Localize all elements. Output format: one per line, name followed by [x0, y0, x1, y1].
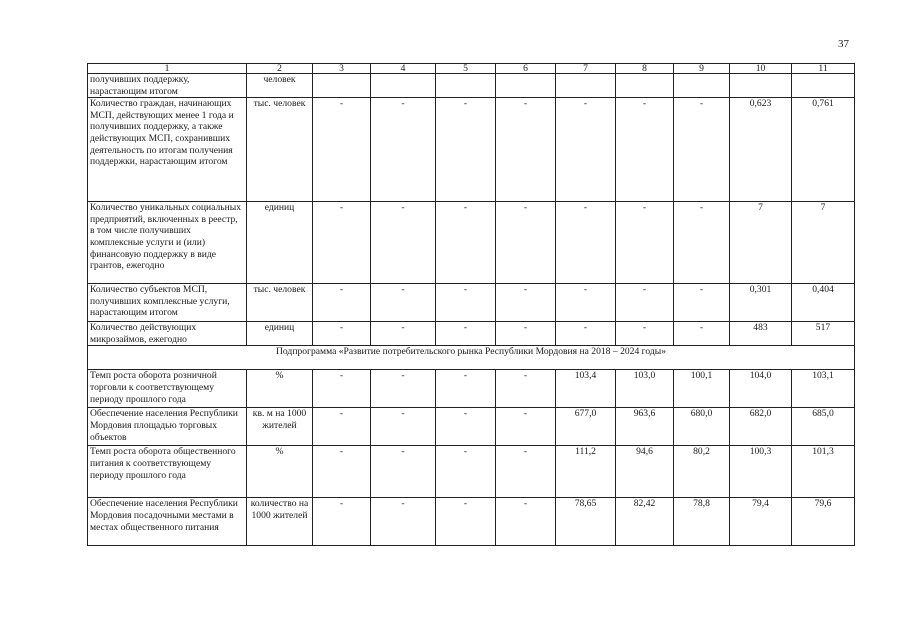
- value-cell: -: [313, 284, 371, 322]
- value-cell: -: [436, 284, 496, 322]
- value-cell: 680,0: [674, 408, 730, 446]
- value-cell: -: [436, 446, 496, 498]
- table-row: [88, 498, 855, 546]
- value-cell: -: [371, 98, 436, 202]
- value-cell: 103,4: [556, 370, 616, 408]
- value-cell: -: [616, 322, 674, 346]
- value-cell: 677,0: [556, 408, 616, 446]
- value-cell: [313, 74, 371, 98]
- value-cell: -: [371, 370, 436, 408]
- value-cell: 0,623: [730, 98, 792, 202]
- table-row: [88, 74, 855, 98]
- indicator-cell: Количество субъектов МСП, получивших комплексные услуги, нарастающим итогом: [88, 284, 247, 322]
- value-cell: 7: [792, 202, 855, 284]
- unit-cell: человек: [247, 74, 313, 98]
- value-cell: 79,4: [730, 498, 792, 546]
- value-cell: [616, 74, 674, 98]
- value-cell: -: [313, 322, 371, 346]
- value-cell: 94,6: [616, 446, 674, 498]
- value-cell: 78,8: [674, 498, 730, 546]
- value-cell: -: [556, 284, 616, 322]
- value-cell: 103,1: [792, 370, 855, 408]
- indicator-cell: Темп роста оборота розничной торговли к соответствующему периоду прошлого года: [88, 370, 247, 408]
- value-cell: -: [674, 202, 730, 284]
- column-header: 11: [792, 64, 855, 74]
- table-row: [88, 98, 855, 202]
- value-cell: -: [436, 370, 496, 408]
- unit-cell: количество на 1000 жителей: [247, 498, 313, 546]
- indicator-cell: Обеспечение населения Республики Мордовия площадью торговых объектов: [88, 408, 247, 446]
- value-cell: 78,65: [556, 498, 616, 546]
- value-cell: [496, 74, 556, 98]
- column-header: 2: [247, 64, 313, 74]
- page-number: 37: [838, 38, 849, 50]
- value-cell: -: [313, 98, 371, 202]
- column-header: 5: [436, 64, 496, 74]
- table-row: [88, 202, 855, 284]
- value-cell: -: [496, 408, 556, 446]
- value-cell: [792, 74, 855, 98]
- indicator-cell: Количество уникальных социальных предприятий, включенных в реестр, в том числе получивших комплексные услуги и (или) финансовую поддержку в виде грантов, ежегодно: [88, 202, 247, 284]
- value-cell: [730, 74, 792, 98]
- value-cell: -: [313, 370, 371, 408]
- value-cell: [556, 74, 616, 98]
- value-cell: 963,6: [616, 408, 674, 446]
- value-cell: -: [556, 202, 616, 284]
- value-cell: -: [496, 98, 556, 202]
- value-cell: -: [496, 498, 556, 546]
- column-header: 10: [730, 64, 792, 74]
- table-row: [88, 322, 855, 346]
- column-header: 4: [371, 64, 436, 74]
- value-cell: -: [616, 284, 674, 322]
- value-cell: 0,404: [792, 284, 855, 322]
- indicator-cell: Количество действующих микрозаймов, ежегодно: [88, 322, 247, 346]
- column-header: 8: [616, 64, 674, 74]
- unit-cell: тыс. человек: [247, 284, 313, 322]
- value-cell: 682,0: [730, 408, 792, 446]
- value-cell: -: [436, 498, 496, 546]
- indicator-cell: Обеспечение населения Республики Мордовия посадочными местами в местах общественного питания: [88, 498, 247, 546]
- value-cell: 483: [730, 322, 792, 346]
- column-header-row: [88, 64, 855, 74]
- value-cell: 685,0: [792, 408, 855, 446]
- value-cell: 0,301: [730, 284, 792, 322]
- column-header: 7: [556, 64, 616, 74]
- value-cell: -: [371, 284, 436, 322]
- column-header: 3: [313, 64, 371, 74]
- value-cell: 111,2: [556, 446, 616, 498]
- indicators-table: [87, 63, 855, 546]
- value-cell: -: [674, 98, 730, 202]
- value-cell: 104,0: [730, 370, 792, 408]
- value-cell: -: [313, 498, 371, 546]
- value-cell: 100,3: [730, 446, 792, 498]
- table-row: [88, 408, 855, 446]
- indicator-cell: Количество граждан, начинающих МСП, действующих менее 1 года и получивших поддержку, а также действующих МСП, сохранивших деятельность по итогам получения поддержки, нарастающим итогом: [88, 98, 247, 202]
- value-cell: 101,3: [792, 446, 855, 498]
- table-row: [88, 446, 855, 498]
- table-row: [88, 370, 855, 408]
- subprogram-title: Подпрограмма «Развитие потребительского рынка Республики Мордовия на 2018 – 2024 годы»: [88, 346, 855, 370]
- value-cell: -: [313, 202, 371, 284]
- value-cell: -: [616, 202, 674, 284]
- indicator-cell: Темп роста оборота общественного питания к соответствующему периоду прошлого года: [88, 446, 247, 498]
- unit-cell: кв. м на 1000 жителей: [247, 408, 313, 446]
- value-cell: -: [313, 408, 371, 446]
- value-cell: -: [556, 98, 616, 202]
- unit-cell: тыс. человек: [247, 98, 313, 202]
- value-cell: -: [371, 446, 436, 498]
- value-cell: [371, 74, 436, 98]
- value-cell: -: [496, 284, 556, 322]
- value-cell: -: [616, 98, 674, 202]
- value-cell: 80,2: [674, 446, 730, 498]
- unit-cell: единиц: [247, 322, 313, 346]
- value-cell: -: [436, 408, 496, 446]
- value-cell: -: [496, 322, 556, 346]
- value-cell: -: [496, 370, 556, 408]
- value-cell: 100,1: [674, 370, 730, 408]
- value-cell: 517: [792, 322, 855, 346]
- value-cell: 82,42: [616, 498, 674, 546]
- value-cell: -: [674, 284, 730, 322]
- subprogram-row: [88, 346, 855, 370]
- value-cell: 7: [730, 202, 792, 284]
- value-cell: -: [496, 446, 556, 498]
- value-cell: -: [371, 498, 436, 546]
- column-header: 9: [674, 64, 730, 74]
- value-cell: -: [674, 322, 730, 346]
- indicator-cell: получивших поддержку, нарастающим итогом: [88, 74, 247, 98]
- unit-cell: %: [247, 370, 313, 408]
- value-cell: -: [313, 446, 371, 498]
- unit-cell: %: [247, 446, 313, 498]
- value-cell: 103,0: [616, 370, 674, 408]
- value-cell: 79,6: [792, 498, 855, 546]
- value-cell: -: [371, 322, 436, 346]
- value-cell: [436, 74, 496, 98]
- value-cell: -: [556, 322, 616, 346]
- value-cell: [674, 74, 730, 98]
- column-header: 6: [496, 64, 556, 74]
- value-cell: -: [496, 202, 556, 284]
- value-cell: -: [371, 408, 436, 446]
- value-cell: -: [436, 202, 496, 284]
- table-row: [88, 284, 855, 322]
- value-cell: -: [436, 322, 496, 346]
- unit-cell: единиц: [247, 202, 313, 284]
- column-header: 1: [88, 64, 247, 74]
- value-cell: 0,761: [792, 98, 855, 202]
- value-cell: -: [371, 202, 436, 284]
- value-cell: -: [436, 98, 496, 202]
